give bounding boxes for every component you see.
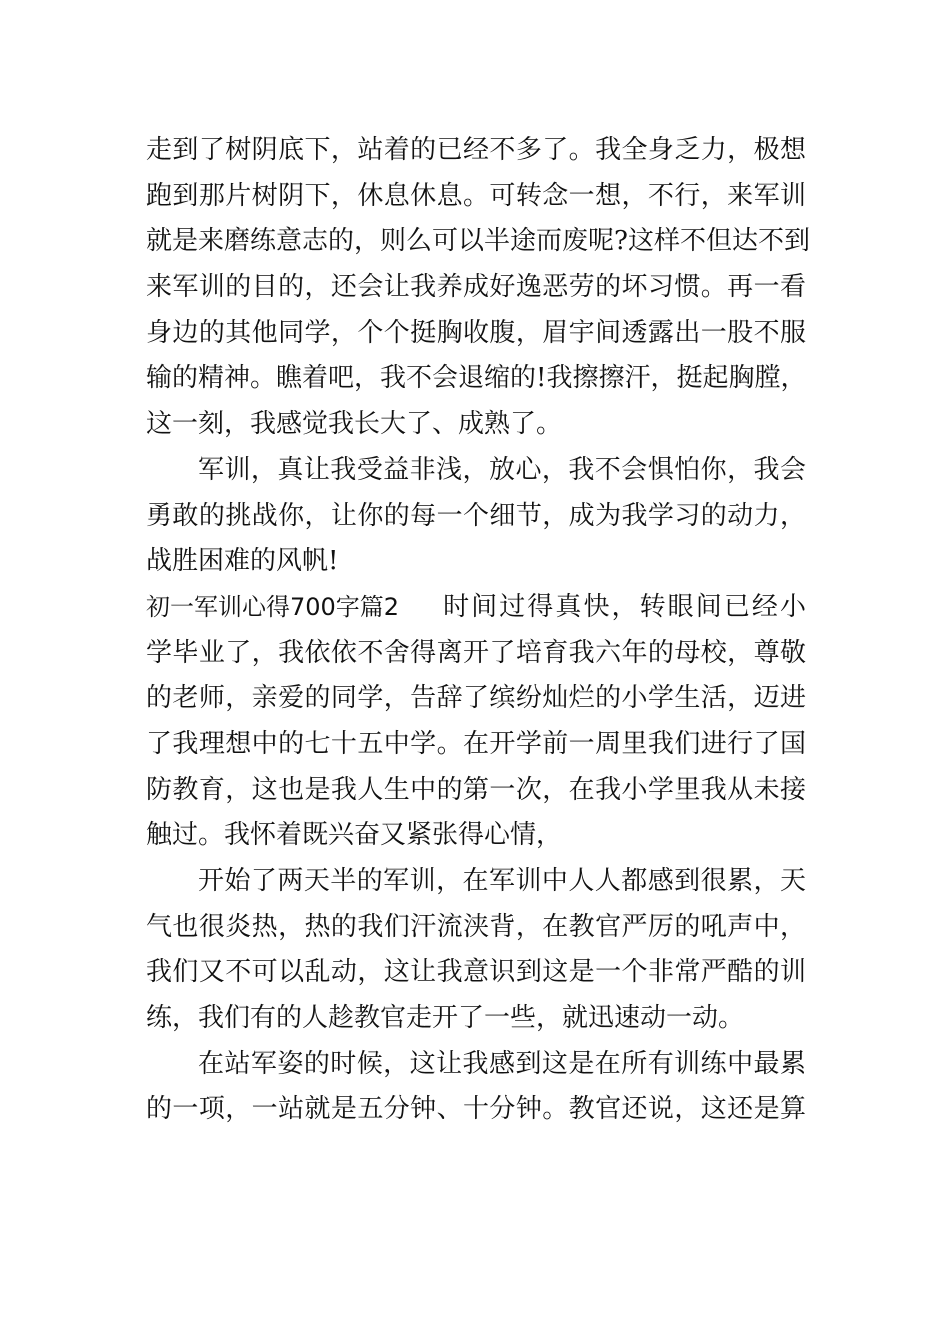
- text-line: 开始了两天半的军训，在军训中人人都感到很累，天: [198, 866, 806, 896]
- text-line: 防教育，这也是我人生中的第一次，在我小学里我从未接: [146, 774, 806, 805]
- text-line: 的老师，亲爱的同学，告辞了缤纷灿烂的小学生活，迈进: [146, 683, 806, 714]
- text-line: 时间过得真快，转眼间已经小: [443, 591, 806, 622]
- text-line: 就是来磨练意志的，则么可以半途而废呢?这样不但达不到: [146, 226, 810, 257]
- text-line: 来军训的目的，还会让我养成好逸恶劳的坏习惯。再一看: [146, 272, 806, 303]
- text-line: 练，我们有的人趁教官走开了一些，就迅速动一动。: [146, 1003, 745, 1034]
- text-line: 身边的其他同学，个个挺胸收腹，眉宇间透露出一股不服: [146, 317, 806, 348]
- text-line: 我们又不可以乱动，这让我意识到这是一个非常严酷的训: [146, 957, 806, 988]
- section-heading: 初一军训心得700字篇2: [146, 592, 400, 621]
- text-line: 触过。我怀着既兴奋又紧张得心情，: [146, 820, 563, 851]
- text-line: 输的精神。瞧着吧，我不会退缩的!我擦擦汗，挺起胸膛，: [146, 363, 807, 394]
- text-line: 气也很炎热，热的我们汗流浃背，在教官严厉的吼声中，: [146, 911, 806, 942]
- text-line: 学毕业了，我依依不舍得离开了培育我六年的母校，尊敬: [146, 637, 806, 668]
- text-line: 的一项，一站就是五分钟、十分钟。教官还说，这还是算: [146, 1094, 806, 1125]
- text-line: 勇敢的挑战你，让你的每一个细节，成为我学习的动力，: [146, 500, 806, 531]
- paragraph: [146, 585, 806, 859]
- text-line: 跑到那片树阴下，休息休息。可转念一想，不行，来军训: [146, 180, 806, 211]
- text-line: 军训，真让我受益非浅，放心，我不会惧怕你，我会: [198, 454, 806, 485]
- text-line: 战胜困难的风帆!: [146, 546, 339, 577]
- document-body: [146, 128, 810, 1133]
- text-line: 在站军姿的时候，这让我感到这是在所有训练中最累: [198, 1048, 806, 1079]
- text-line: 了我理想中的七十五中学。在开学前一周里我们进行了国: [146, 728, 806, 759]
- text-line: 走到了树阴底下，站着的已经不多了。我全身乏力，极想: [146, 135, 806, 165]
- paragraph: [146, 1042, 806, 1133]
- paragraph: [146, 448, 806, 585]
- paragraph: [146, 128, 810, 448]
- heading-line: [146, 585, 806, 631]
- paragraph: [146, 859, 806, 1042]
- text-line: 这一刻，我感觉我长大了、成熟了。: [146, 409, 563, 440]
